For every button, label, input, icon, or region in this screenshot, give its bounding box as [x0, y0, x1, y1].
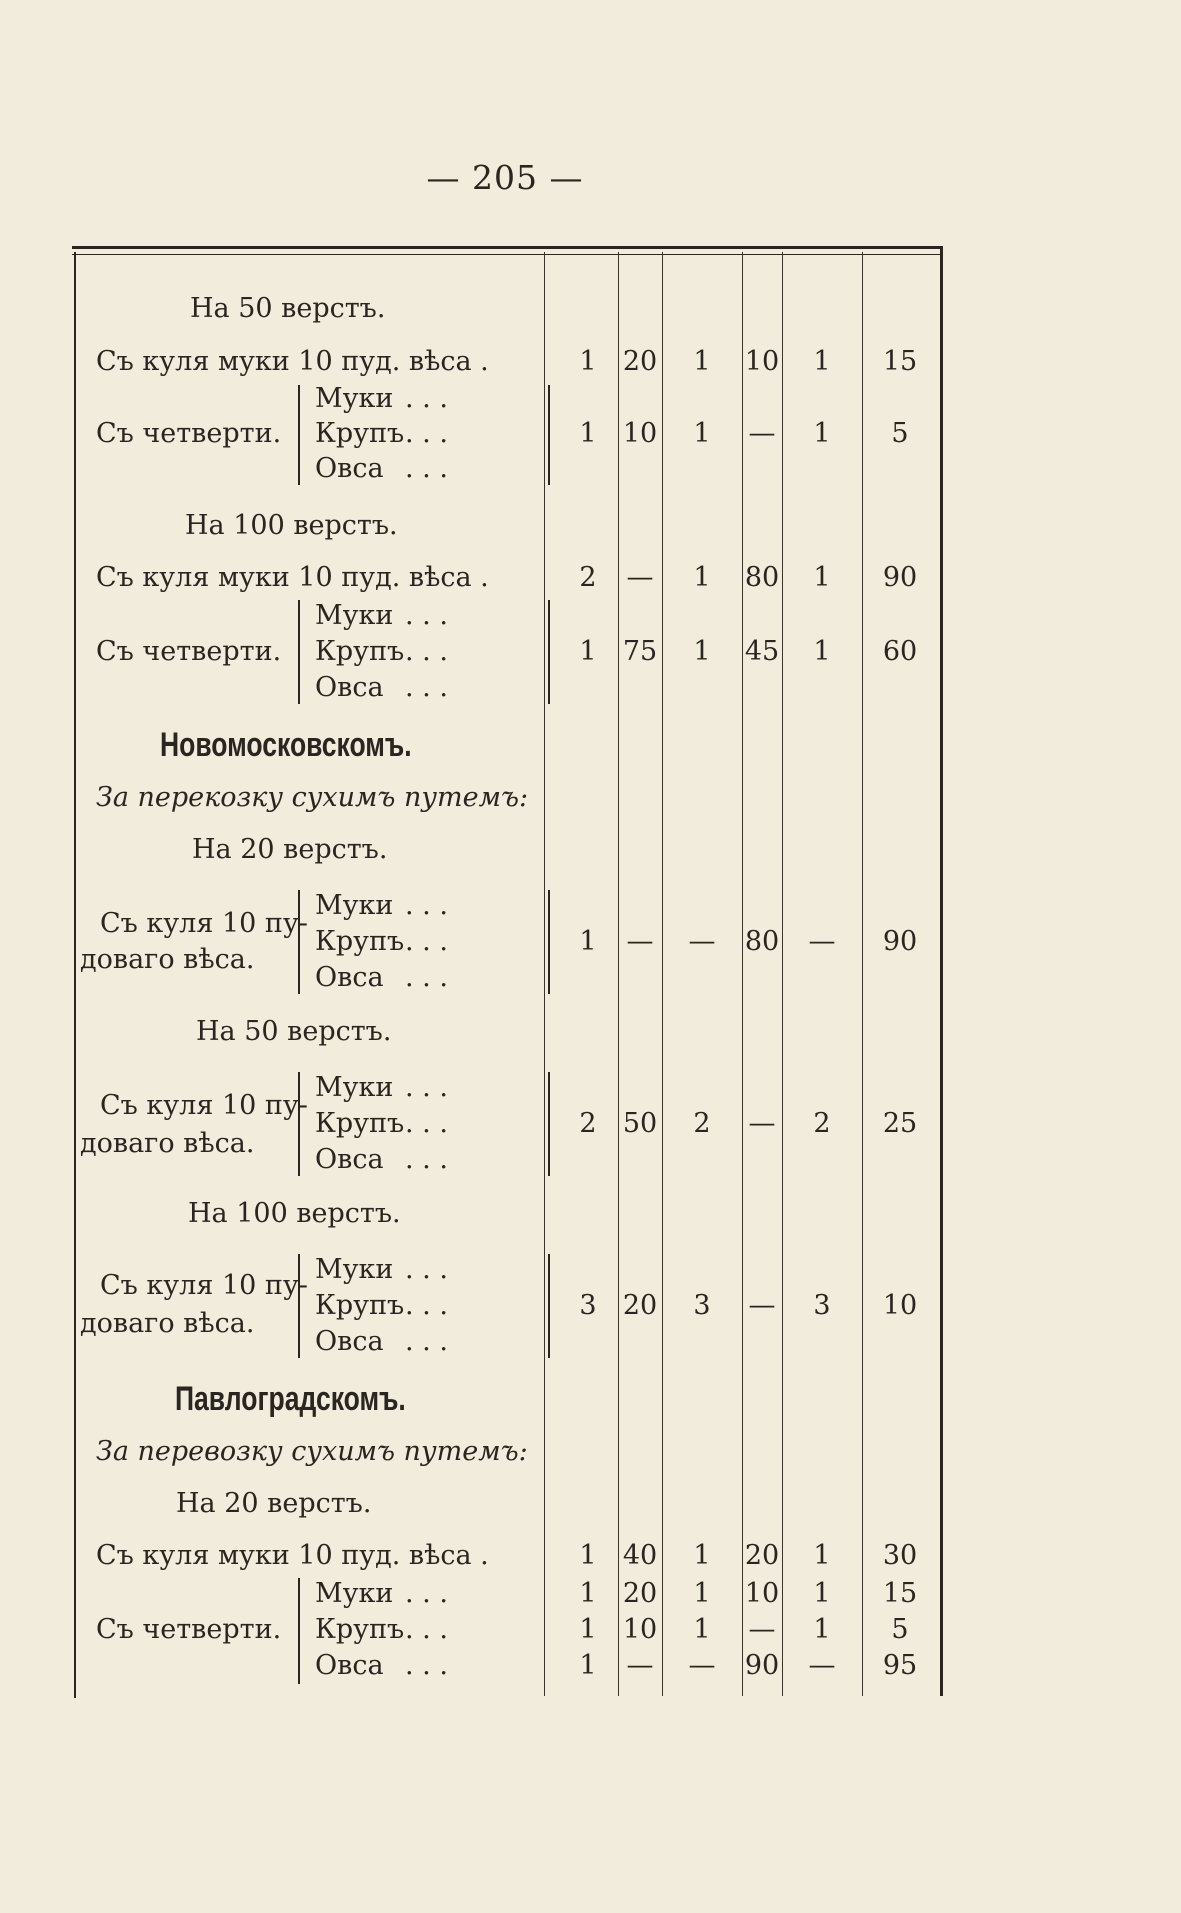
table-cell: — — [808, 926, 836, 957]
table-cell: 3 — [813, 1290, 831, 1321]
page-number: — 205 — — [426, 158, 584, 197]
table-cell: — — [748, 1614, 776, 1645]
table-cell: 10 — [744, 346, 780, 377]
brace — [298, 1072, 310, 1176]
column-rule — [662, 252, 663, 1696]
table-cell: 90 — [744, 1650, 780, 1681]
table-cell: — — [626, 926, 654, 957]
section-subheading: За перевозку сухимъ путемъ: — [96, 1436, 528, 1467]
table-cell: 1 — [579, 1650, 597, 1681]
table-cell: 1 — [579, 1614, 597, 1645]
item-label: Муки — [315, 890, 394, 921]
distance-heading: На 100 верстъ. — [188, 1198, 401, 1229]
table-cell: 1 — [813, 636, 831, 667]
table-cell: — — [688, 1650, 716, 1681]
section-subheading: За перекозку сухимъ путемъ: — [96, 782, 529, 813]
section-heading: Павлоградскомъ. — [175, 1380, 406, 1418]
table-cell: — — [626, 562, 654, 593]
row-label: Съ куля 10 пу- — [100, 1090, 308, 1121]
table-cell: 25 — [882, 1108, 918, 1139]
item-label: Муки — [315, 1072, 394, 1103]
table-cell: 1 — [813, 1578, 831, 1609]
table-cell: 90 — [882, 926, 918, 957]
table-right-rule — [940, 246, 943, 1696]
table-cell: 1 — [579, 1578, 597, 1609]
table-cell: 50 — [622, 1108, 658, 1139]
column-rule — [862, 252, 863, 1696]
table-cell: 3 — [579, 1290, 597, 1321]
table-cell: 60 — [882, 636, 918, 667]
table-cell: 10 — [622, 1614, 658, 1645]
row-label: Съ четверти. — [96, 1614, 282, 1645]
item-label: Крупъ — [315, 1108, 405, 1139]
table-cell: 1 — [813, 418, 831, 449]
distance-heading: На 100 верстъ. — [185, 510, 398, 541]
row-label: доваго вѣса. — [80, 1308, 255, 1339]
distance-heading: На 50 верстъ. — [196, 1016, 392, 1047]
table-cell: 15 — [882, 346, 918, 377]
row-label: Съ куля муки 10 пуд. вѣса . — [96, 562, 489, 593]
row-label: Съ куля 10 пу- — [100, 908, 308, 939]
item-label: Овса — [315, 1144, 384, 1175]
item-label: Крупъ — [315, 1290, 405, 1321]
table-cell: 30 — [882, 1540, 918, 1571]
table-cell: 1 — [813, 1614, 831, 1645]
table-cell: 1 — [579, 926, 597, 957]
brace — [298, 600, 310, 704]
item-label: Овса — [315, 1650, 384, 1681]
table-cell: 80 — [744, 926, 780, 957]
table-cell: 1 — [813, 346, 831, 377]
brace — [298, 1578, 310, 1684]
column-rule — [742, 252, 743, 1696]
table-cell: 1 — [579, 346, 597, 377]
item-label: Муки — [315, 1578, 394, 1609]
table-cell: — — [808, 1650, 836, 1681]
table-cell: — — [748, 1108, 776, 1139]
table-cell: 80 — [744, 562, 780, 593]
item-label: Овса — [315, 1326, 384, 1357]
table-cell: — — [688, 926, 716, 957]
table-left-rule — [74, 252, 76, 1698]
brace — [298, 385, 310, 485]
table-cell: 45 — [744, 636, 780, 667]
table-cell: 75 — [622, 636, 658, 667]
table-cell: 20 — [622, 346, 658, 377]
table-cell: 2 — [579, 1108, 597, 1139]
row-label: Съ куля муки 10 пуд. вѣса . — [96, 346, 489, 377]
table-cell: 40 — [622, 1540, 658, 1571]
table-cell: 1 — [693, 562, 711, 593]
item-label: Муки — [315, 383, 394, 414]
table-cell: 10 — [882, 1290, 918, 1321]
item-label: Овса — [315, 962, 384, 993]
table-cell: 20 — [744, 1540, 780, 1571]
row-label: Съ куля 10 пу- — [100, 1270, 308, 1301]
table-cell: — — [748, 418, 776, 449]
table-cell: 1 — [693, 346, 711, 377]
section-heading: Новомосковскомъ. — [160, 726, 412, 764]
item-label: Муки — [315, 1254, 394, 1285]
table-cell: 20 — [622, 1578, 658, 1609]
distance-heading: На 20 верстъ. — [176, 1488, 372, 1519]
table-cell: 5 — [891, 1614, 909, 1645]
table-cell: 1 — [693, 1614, 711, 1645]
table-cell: 3 — [693, 1290, 711, 1321]
row-label: доваго вѣса. — [80, 944, 255, 975]
table-cell: 2 — [579, 562, 597, 593]
item-label: Овса — [315, 672, 384, 703]
table-cell: 1 — [693, 418, 711, 449]
table-cell: 1 — [579, 636, 597, 667]
column-rule — [544, 252, 545, 1696]
table-cell: 90 — [882, 562, 918, 593]
table-cell: 2 — [813, 1108, 831, 1139]
distance-heading: На 20 верстъ. — [192, 834, 388, 865]
table-cell: 1 — [579, 1540, 597, 1571]
table-top-rule — [72, 246, 940, 255]
brace — [298, 1254, 310, 1358]
row-label: Съ четверти. — [96, 636, 282, 667]
table-cell: — — [626, 1650, 654, 1681]
item-label: Крупъ — [315, 1614, 405, 1645]
table-cell: 10 — [744, 1578, 780, 1609]
item-label: Крупъ — [315, 926, 405, 957]
table-cell: 10 — [622, 418, 658, 449]
book-page: — 205 — На 50 верстъ. Съ куля муки 10 пуд. вѣса . Съ четверти. Муки Крупъ Овса . . . . . . . . . На 100 верстъ. Съ куля муки 10 пуд. вѣса . Съ четверти. Муки Крупъ Овса . . . . . . . . . Новомосковскомъ. За перекозку сухимъ путемъ: На 20 верстъ. Съ куля 10 пу- доваго вѣса. Муки Крупъ Овса . . . . . . . . . На 50 верстъ. Съ куля 10 пу- доваго вѣса. Муки Крупъ Овса . . . . . . . . . На 100 верстъ. Съ куля 10 пу- доваго вѣса. Муки Крупъ Овса . . . . . . . . . Павлоградскомъ. За перевозку сухимъ путемъ: На 20 верстъ. Съ куля муки 10 пуд. вѣса . Съ четверти. Муки Крупъ Овса . . . . . . . . . 1 20 1 10 1 15 1 10 1 — 1 5 2 — 1 80 1 90 1 75 1 45 1 60 1 — — 80 — 90 2 50 2 — 2 25 3 20 3 — 3 10 1 40 1 20 1 30 1 20 1 10 1 15 1 10 1 — 1 5 1 — — 90 — 95 — [0, 0, 1181, 1913]
table-cell: 1 — [813, 562, 831, 593]
item-label: Крупъ — [315, 418, 405, 449]
row-label: доваго вѣса. — [80, 1128, 255, 1159]
brace — [298, 890, 310, 994]
column-rule — [782, 252, 783, 1696]
column-rule — [618, 252, 619, 1696]
table-cell: 1 — [813, 1540, 831, 1571]
table-cell: 20 — [622, 1290, 658, 1321]
table-cell: 1 — [693, 636, 711, 667]
table-cell: 95 — [882, 1650, 918, 1681]
row-label: Съ куля муки 10 пуд. вѣса . — [96, 1540, 489, 1571]
row-label: Съ четверти. — [96, 418, 282, 449]
table-cell: — — [748, 1290, 776, 1321]
table-cell: 2 — [693, 1108, 711, 1139]
table-cell: 5 — [891, 418, 909, 449]
item-label: Крупъ — [315, 636, 405, 667]
item-label: Овса — [315, 453, 384, 484]
table-cell: 1 — [579, 418, 597, 449]
table-cell: 1 — [693, 1578, 711, 1609]
item-label: Муки — [315, 600, 394, 631]
table-cell: 15 — [882, 1578, 918, 1609]
distance-heading: На 50 верстъ. — [190, 293, 386, 324]
table-cell: 1 — [693, 1540, 711, 1571]
